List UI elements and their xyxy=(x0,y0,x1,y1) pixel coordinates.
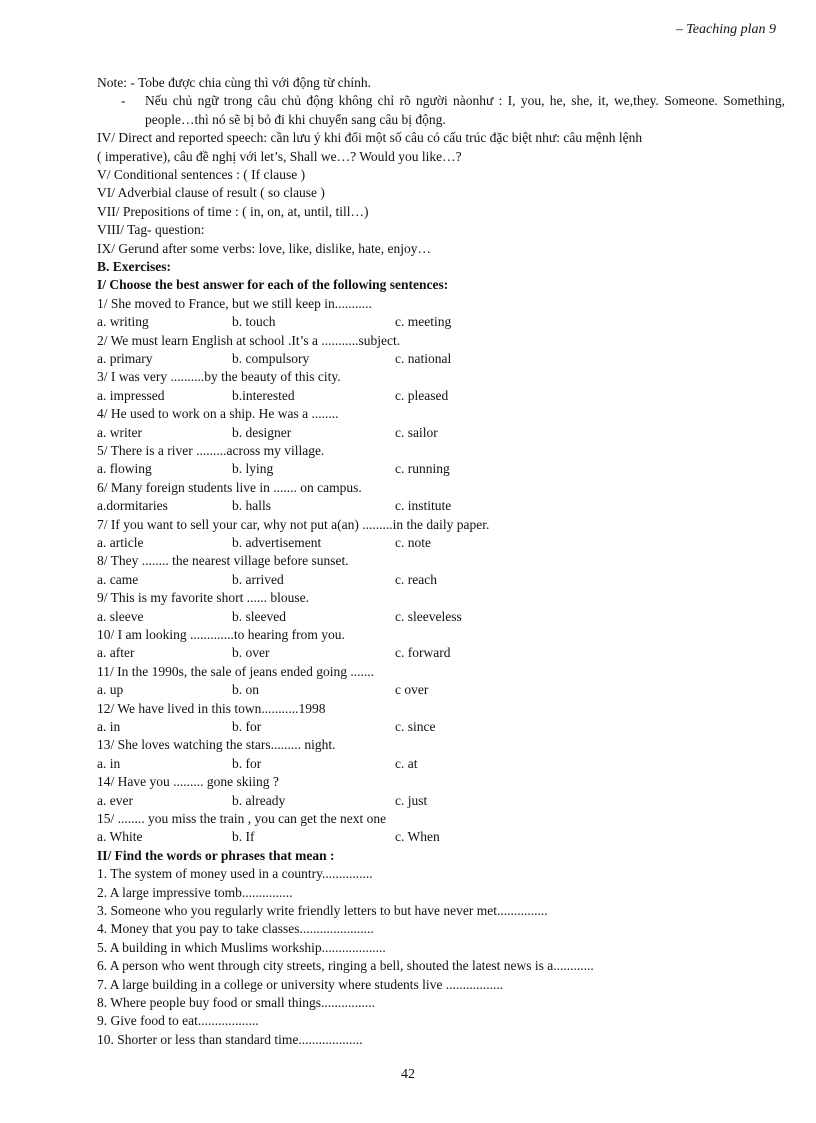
option-c: c. at xyxy=(395,755,418,771)
definition-item: 2. A large impressive tomb............... xyxy=(97,884,293,900)
answer-options xyxy=(97,350,787,368)
option-c: c. institute xyxy=(395,498,452,514)
question-text: 2/ We must learn English at school .It’s a ...........subject. xyxy=(97,332,401,348)
question-text: 12/ We have lived in this town...........1998 xyxy=(97,700,326,716)
question-text: 6/ Many foreign students live in ....... on campus. xyxy=(97,479,362,495)
answer-options xyxy=(97,460,787,478)
option-c: c. meeting xyxy=(395,314,452,330)
answer-options xyxy=(97,718,787,736)
grammar-item: VII/ Prepositions of time : ( in, on, at, until, till…) xyxy=(97,203,369,219)
grammar-item: IV/ Direct and reported speech: cần lưu ý khi đổi một số câu có cấu trúc đặc biệt như: câu mệnh lệnh xyxy=(97,130,643,146)
option-b: b. for xyxy=(232,719,262,735)
definition-item: 6. A person who went through city streets, ringing a bell, shouted the latest news is a............ xyxy=(97,958,594,974)
section-title: I/ Choose the best answer for each of the following sentences: xyxy=(97,277,449,293)
option-b: b. touch xyxy=(232,314,276,330)
definition-item: 7. A large building in a college or university where students live ................. xyxy=(97,976,504,992)
grammar-item: VI/ Adverbial clause of result ( so clause ) xyxy=(97,185,325,201)
question-text: 13/ She loves watching the stars......... night. xyxy=(97,737,336,753)
question-text: 15/ ........ you miss the train , you can get the next one xyxy=(97,811,387,827)
option-a: a. White xyxy=(97,829,143,845)
option-c: c. reach xyxy=(395,571,437,587)
exercises-heading: B. Exercises: xyxy=(97,259,171,275)
option-a: a. flowing xyxy=(97,461,152,477)
option-a: a. in xyxy=(97,719,121,735)
option-c: c. When xyxy=(395,829,440,845)
option-b: b. lying xyxy=(232,461,274,477)
grammar-item: IX/ Gerund after some verbs: love, like, dislike, hate, enjoy… xyxy=(97,240,432,256)
question-text: 1/ She moved to France, but we still keep in........... xyxy=(97,295,372,311)
definition-item: 4. Money that you pay to take classes...................... xyxy=(97,921,374,937)
note-subitem-text: Nếu chủ ngữ trong câu chủ động không chỉ rõ người nàonhư : I, you, he, she, it, we,they. Someone. Something, people…thì nó sẽ bị bỏ đi khi chuyển sang câu bị động. xyxy=(145,93,785,127)
option-a: a. came xyxy=(97,571,139,587)
option-b: b. compulsory xyxy=(232,351,310,367)
question-text: 4/ He used to work on a ship. He was a ........ xyxy=(97,406,339,422)
question-text: 14/ Have you ......... gone skiing ? xyxy=(97,774,279,790)
option-b: b. arrived xyxy=(232,571,284,587)
option-b: b. already xyxy=(232,792,286,808)
option-c: c. pleased xyxy=(395,387,449,403)
option-a: a. article xyxy=(97,535,144,551)
question-text: 8/ They ........ the nearest village before sunset. xyxy=(97,553,349,569)
option-b: b. for xyxy=(232,755,262,771)
answer-options xyxy=(97,608,787,626)
page-content xyxy=(97,74,787,1049)
answer-options xyxy=(97,387,787,405)
option-a: a. sleeve xyxy=(97,608,144,624)
bullet-dash: - xyxy=(121,93,126,109)
option-c: c. running xyxy=(395,461,450,477)
option-a: a. ever xyxy=(97,792,133,808)
option-c: c. note xyxy=(395,535,431,551)
option-b: b. advertisement xyxy=(232,535,322,551)
definition-item: 9. Give food to eat.................. xyxy=(97,1013,259,1029)
question-text: 11/ In the 1990s, the sale of jeans ended going ....... xyxy=(97,663,374,679)
definition-item: 10. Shorter or less than standard time................... xyxy=(97,1031,363,1047)
option-a: a. after xyxy=(97,645,135,661)
option-b: b. sleeved xyxy=(232,608,286,624)
page-number: 42 xyxy=(401,1067,415,1082)
option-c: c. national xyxy=(395,351,452,367)
option-b: b.interested xyxy=(232,387,295,403)
option-c: c. sailor xyxy=(395,424,438,440)
option-a: a. up xyxy=(97,682,124,698)
note-line: Note: - Tobe được chia cùng thì với động từ chính. xyxy=(97,75,372,90)
page-header: – Teaching plan 9 xyxy=(675,22,776,37)
definition-item: 5. A building in which Muslims workship................... xyxy=(97,939,386,955)
answer-options xyxy=(97,313,787,331)
answer-options xyxy=(97,424,787,442)
option-c: c over xyxy=(395,682,429,698)
definition-item: 8. Where people buy food or small things................ xyxy=(97,995,375,1011)
option-b: b. over xyxy=(232,645,270,661)
option-a: a. impressed xyxy=(97,387,165,403)
question-list xyxy=(97,295,787,847)
option-b: b. designer xyxy=(232,424,292,440)
answer-options xyxy=(97,571,787,589)
grammar-item: ( imperative), câu đề nghị với let’s, Shall we…? Would you like…? xyxy=(97,148,462,164)
answer-options xyxy=(97,681,787,699)
option-a: a. in xyxy=(97,755,121,771)
grammar-item: VIII/ Tag- question: xyxy=(97,222,205,238)
answer-options xyxy=(97,755,787,773)
option-b: b. on xyxy=(232,682,259,698)
option-c: c. just xyxy=(395,792,428,808)
definition-item: 3. Someone who you regularly write friendly letters to but have never met............... xyxy=(97,903,548,919)
answer-options xyxy=(97,644,787,662)
definition-item: 1. The system of money used in a country............... xyxy=(97,866,373,882)
grammar-item: V/ Conditional sentences : ( If clause ) xyxy=(97,167,306,183)
question-text: 3/ I was very ..........by the beauty of this city. xyxy=(97,369,341,385)
option-c: c. forward xyxy=(395,645,451,661)
question-text: 9/ This is my favorite short ...... blouse. xyxy=(97,590,309,606)
option-b: b. halls xyxy=(232,498,271,514)
option-c: c. sleeveless xyxy=(395,608,462,624)
option-c: c. since xyxy=(395,719,436,735)
answer-options xyxy=(97,792,787,810)
definition-list xyxy=(97,865,787,1049)
question-text: 5/ There is a river .........across my village. xyxy=(97,443,325,459)
option-a: a.dormitaries xyxy=(97,498,168,514)
option-b: b. If xyxy=(232,829,255,845)
section-title: II/ Find the words or phrases that mean : xyxy=(97,847,335,863)
answer-options xyxy=(97,497,787,515)
question-text: 10/ I am looking .............to hearing from you. xyxy=(97,627,345,643)
option-a: a. primary xyxy=(97,351,153,367)
note-subitem xyxy=(97,92,787,129)
option-a: a. writing xyxy=(97,314,149,330)
option-a: a. writer xyxy=(97,424,142,440)
question-text: 7/ If you want to sell your car, why not put a(an) .........in the daily paper. xyxy=(97,516,490,532)
answer-options xyxy=(97,828,787,846)
answer-options xyxy=(97,534,787,552)
